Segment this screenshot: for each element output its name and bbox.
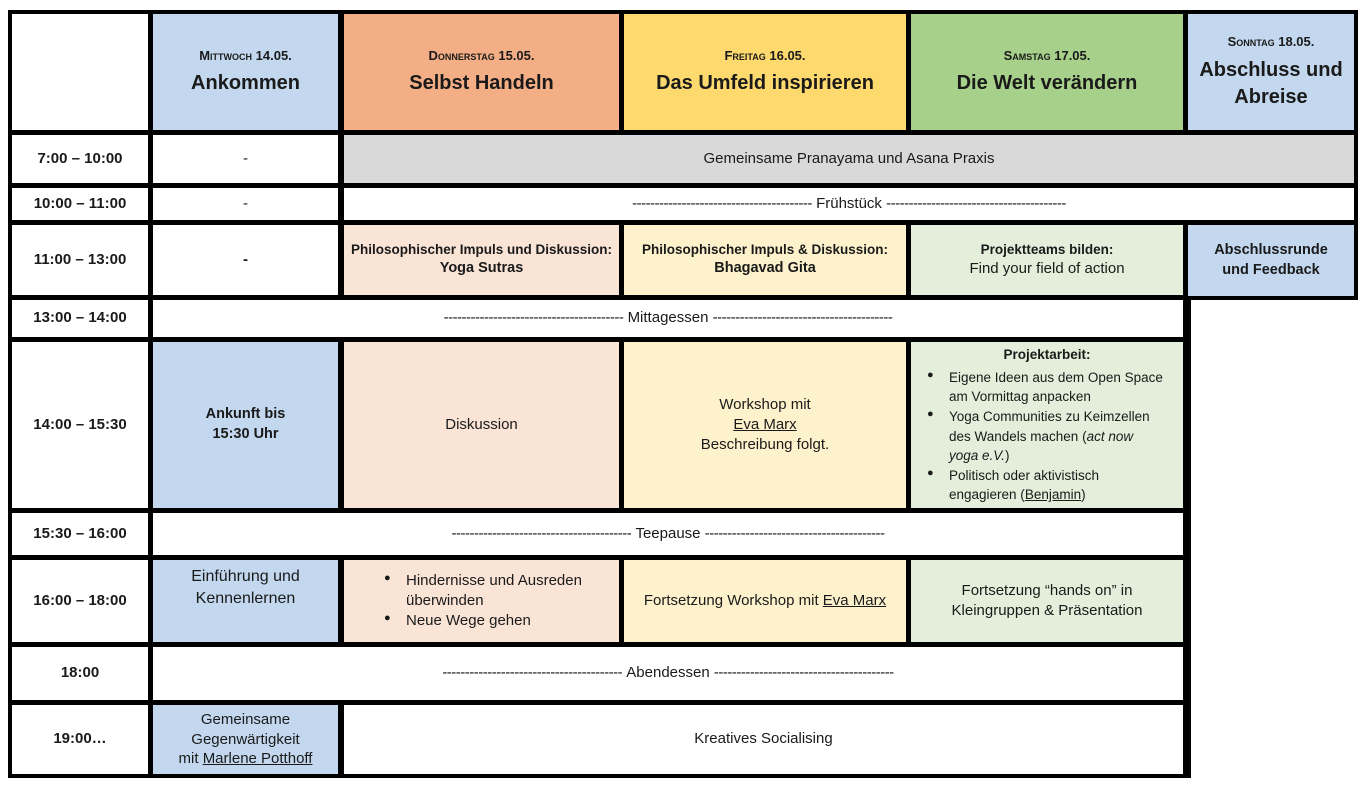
list-item: ● Yoga Communities zu Keimzellen des Wandels machen (act now yoga e.V.) [927, 407, 1183, 466]
weekday-label: Donnerstag [428, 47, 495, 63]
fortsetzung-workshop-cell: Fortsetzung Workshop mit Eva Marx [624, 560, 906, 642]
day-theme: Abschluss und Abreise [1199, 58, 1343, 108]
eva-marx-link[interactable]: Eva Marx [733, 415, 797, 433]
abendessen-cell: ---------------------------------------- Abendessen ---------------------------------------- [153, 647, 1183, 700]
abschlussrunde-cell: Abschlussrunde und Feedback [1188, 225, 1354, 296]
list-item: ● Hindernisse und Ausreden überwinden [384, 571, 619, 612]
time-cell: 11:00 – 13:00 [12, 225, 148, 295]
ankunft-cell: Ankunft bis 15:30 Uhr [153, 342, 338, 508]
fruehstueck-cell: ---------------------------------------- Frühstück ---------------------------------------- [344, 188, 1354, 220]
empty-dash: - [153, 225, 338, 295]
date-label: 15.05. [498, 47, 535, 63]
marlene-potthoff-link[interactable]: Marlene Potthoff [202, 750, 313, 768]
weekday-label: Sonntag [1227, 34, 1275, 50]
weekday-label: Mittwoch [199, 47, 253, 63]
time-cell: 18:00 [12, 647, 148, 700]
weekday-label: Freitag [724, 47, 766, 63]
day-theme: Die Welt verändern [956, 72, 1138, 95]
header-friday [624, 14, 906, 130]
header-saturday [911, 14, 1183, 130]
pranayama-cell: Gemeinsame Pranayama und Asana Praxis [344, 135, 1354, 183]
hands-on-cell: Fortsetzung “hands on” in Kleingruppen & Präsentation [911, 560, 1183, 642]
time-cell: 15:30 – 16:00 [12, 513, 148, 555]
list-item: ● Eigene Ideen aus dem Open Space am Vormittag anpacken [927, 368, 1183, 407]
benjamin-link[interactable]: Benjamin [1024, 487, 1082, 503]
time-cell: 14:00 – 15:30 [12, 342, 148, 508]
time-cell: 16:00 – 18:00 [12, 560, 148, 642]
gegenwaertigkeit-cell: Gemeinsame Gegenwärtigkeit mit Marlene Potthoff [153, 705, 338, 774]
projektarbeit-cell: Projektarbeit: ● Eigene Ideen aus dem Open Space am Vormittag anpacken ● Yoga Communities zu Keimzellen des Wandels machen (act now yoga e.V.) ● Politisch oder aktivistisch engagieren (Benjamin) [911, 342, 1183, 508]
header-thursday [344, 14, 619, 130]
empty-dash: - [153, 135, 338, 183]
list-item: ● Politisch oder aktivistisch engagieren (Benjamin) [927, 466, 1183, 505]
philosophy-yoga-sutras: Philosophischer Impuls und Diskussion: Yoga Sutras [344, 225, 619, 295]
day-theme: Selbst Handeln [409, 72, 554, 95]
empty-dash: - [153, 188, 338, 220]
eva-marx-link[interactable]: Eva Marx [822, 591, 887, 609]
weekday-label: Samstag [1003, 47, 1051, 63]
hindernisse-cell [344, 560, 619, 642]
einfuehrung-cell: Einführung und Kennenlernen [153, 560, 338, 642]
day-theme: Das Umfeld inspirieren [656, 72, 874, 95]
time-cell: 10:00 – 11:00 [12, 188, 148, 220]
header-sunday [1188, 14, 1354, 130]
workshop-cell: Workshop mit Eva Marx Beschreibung folgt. [624, 342, 906, 508]
mittagessen-cell: ---------------------------------------- Mittagessen ---------------------------------------- [153, 300, 1183, 337]
diskussion-cell: Diskussion [344, 342, 619, 508]
header-wednesday [153, 14, 338, 130]
socialising-cell: Kreatives Socialising [344, 705, 1183, 774]
time-cell: 13:00 – 14:00 [12, 300, 148, 337]
date-label: 17.05. [1054, 47, 1091, 63]
date-label: 16.05. [769, 47, 806, 63]
time-cell: 7:00 – 10:00 [12, 135, 148, 183]
day-theme: Ankommen [191, 72, 300, 95]
philosophy-bhagavad-gita: Philosophischer Impuls & Diskussion: Bhagavad Gita [624, 225, 906, 295]
list-item: ● Neue Wege gehen [384, 611, 619, 631]
teepause-cell: ---------------------------------------- Teepause ---------------------------------------- [153, 513, 1183, 555]
date-label: 14.05. [255, 47, 292, 63]
date-label: 18.05. [1278, 34, 1315, 50]
corner-cell [12, 14, 148, 130]
projektteams-cell: Projektteams bilden: Find your field of action [911, 225, 1183, 295]
time-cell: 19:00… [12, 705, 148, 774]
